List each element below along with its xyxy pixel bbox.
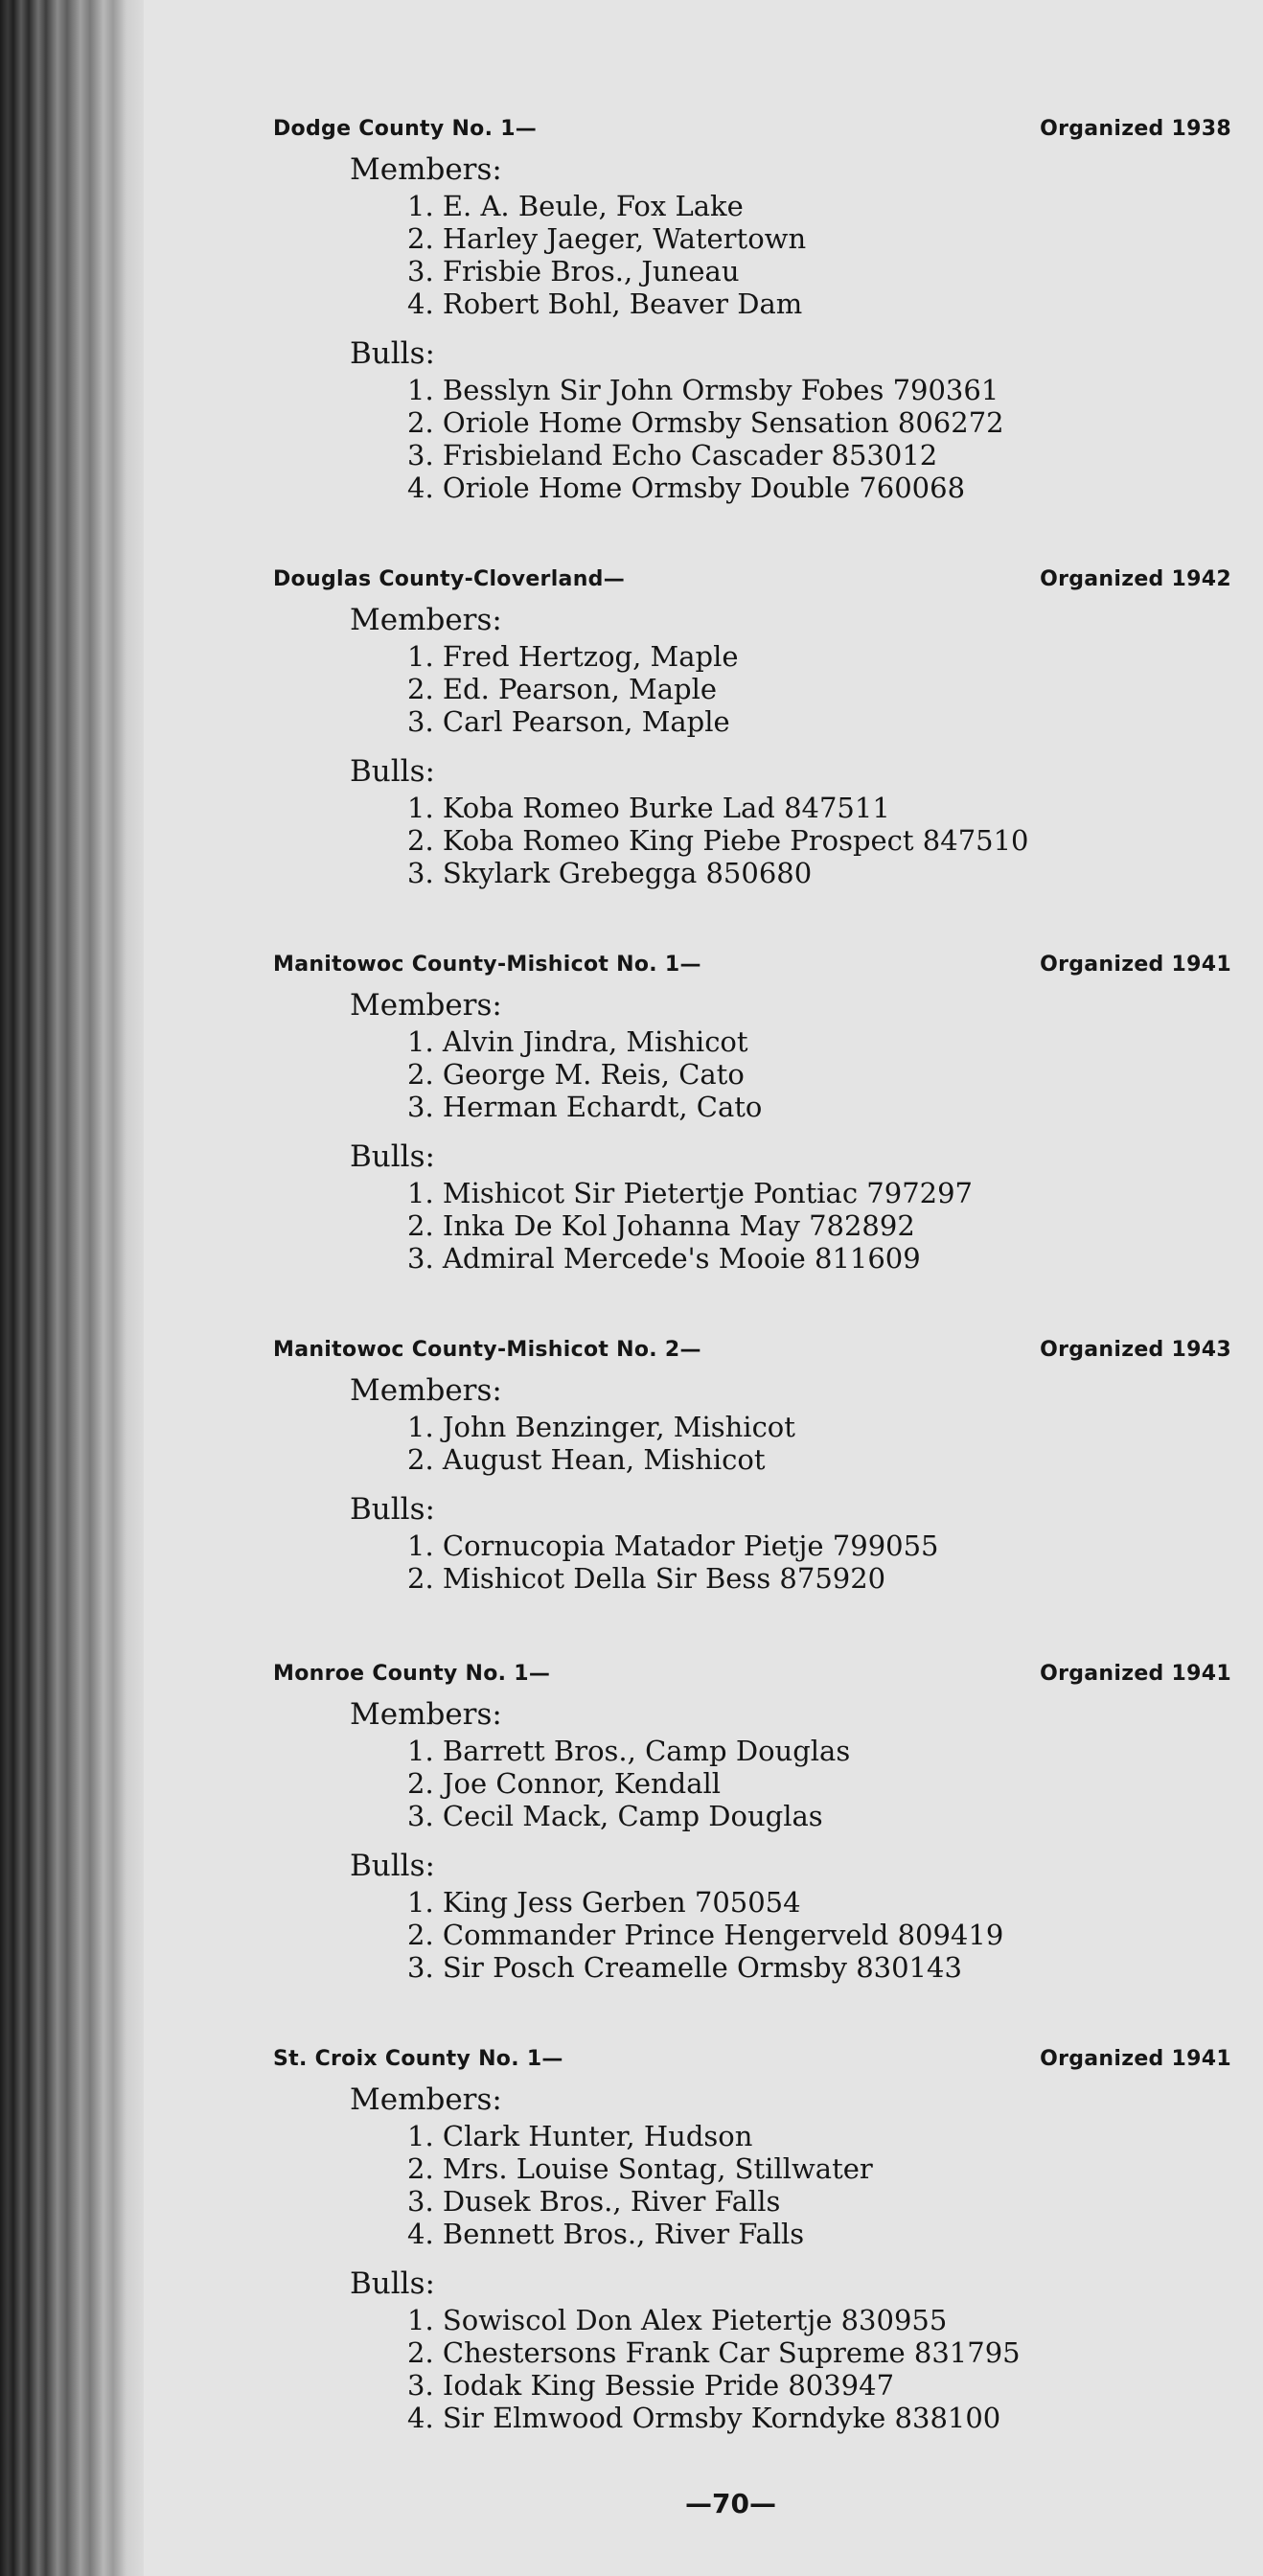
bulls-label: Bulls: bbox=[350, 336, 435, 371]
list-item: 3. Sir Posch Creamelle Ormsby 830143 bbox=[407, 1951, 962, 1984]
organized-year: Organized 1941 bbox=[1040, 2047, 1231, 2071]
list-item: 1. Koba Romeo Burke Lad 847511 bbox=[407, 792, 890, 824]
list-item: 2. Mishicot Della Sir Bess 875920 bbox=[407, 1562, 886, 1595]
members-label: Members: bbox=[350, 988, 502, 1023]
bulls-label: Bulls: bbox=[350, 2266, 435, 2301]
list-item: 1. Besslyn Sir John Ormsby Fobes 790361 bbox=[407, 374, 999, 406]
list-item: 4. Bennett Bros., River Falls bbox=[407, 2218, 805, 2250]
bulls-list bbox=[407, 374, 1231, 504]
bulls-list bbox=[407, 1530, 1231, 1595]
section-title: Manitowoc County-Mishicot No. 2— bbox=[273, 1338, 701, 1362]
section-header bbox=[273, 2047, 1231, 2080]
list-item: 3. Carl Pearson, Maple bbox=[407, 705, 730, 738]
list-item: 1. John Benzinger, Mishicot bbox=[407, 1411, 795, 1443]
section-manitowoc-mishicot-2 bbox=[273, 1338, 1231, 1595]
list-item: 1. Barrett Bros., Camp Douglas bbox=[407, 1735, 851, 1767]
bulls-label: Bulls: bbox=[350, 1849, 435, 1883]
section-header bbox=[273, 117, 1231, 150]
list-item: 2. Joe Connor, Kendall bbox=[407, 1767, 722, 1800]
section-dodge-county bbox=[273, 117, 1231, 504]
section-title: Manitowoc County-Mishicot No. 1— bbox=[273, 953, 701, 977]
list-item: 4. Robert Bohl, Beaver Dam bbox=[407, 288, 803, 320]
page-number: —70— bbox=[685, 2488, 776, 2519]
list-item: 2. Commander Prince Hengerveld 809419 bbox=[407, 1919, 1004, 1951]
organized-year: Organized 1938 bbox=[1040, 117, 1231, 141]
list-item: 3. Dusek Bros., River Falls bbox=[407, 2185, 781, 2218]
list-item: 3. Iodak King Bessie Pride 803947 bbox=[407, 2369, 895, 2402]
list-item: 1. Cornucopia Matador Pietje 799055 bbox=[407, 1530, 939, 1562]
organized-year: Organized 1943 bbox=[1040, 1338, 1231, 1362]
members-list bbox=[407, 190, 1231, 320]
section-header bbox=[273, 1662, 1231, 1694]
section-title: St. Croix County No. 1— bbox=[273, 2047, 563, 2071]
section-title: Monroe County No. 1— bbox=[273, 1662, 551, 1686]
list-item: 2. August Hean, Mishicot bbox=[407, 1443, 766, 1476]
list-item: 1. Mishicot Sir Pietertje Pontiac 797297 bbox=[407, 1177, 973, 1209]
list-item: 2. George M. Reis, Cato bbox=[407, 1058, 745, 1091]
book-binding-edge bbox=[0, 0, 144, 2576]
document-page bbox=[144, 0, 1263, 2576]
bulls-list bbox=[407, 1177, 1231, 1275]
section-header bbox=[273, 1338, 1231, 1370]
list-item: 3. Frisbieland Echo Cascader 853012 bbox=[407, 439, 938, 472]
list-item: 2. Mrs. Louise Sontag, Stillwater bbox=[407, 2152, 873, 2185]
list-item: 2. Harley Jaeger, Watertown bbox=[407, 222, 807, 255]
members-label: Members: bbox=[350, 603, 502, 637]
list-item: 2. Koba Romeo King Piebe Prospect 847510 bbox=[407, 824, 1029, 857]
organized-year: Organized 1941 bbox=[1040, 1662, 1231, 1686]
list-item: 1. Alvin Jindra, Mishicot bbox=[407, 1025, 748, 1058]
members-list bbox=[407, 2120, 1231, 2250]
list-item: 2. Inka De Kol Johanna May 782892 bbox=[407, 1209, 915, 1242]
section-header bbox=[273, 953, 1231, 985]
section-st-croix-county bbox=[273, 2047, 1231, 2434]
bulls-list bbox=[407, 2304, 1231, 2434]
bulls-list bbox=[407, 1886, 1231, 1984]
members-label: Members: bbox=[350, 1697, 502, 1732]
members-list bbox=[407, 1735, 1231, 1832]
members-label: Members: bbox=[350, 1373, 502, 1408]
list-item: 1. Clark Hunter, Hudson bbox=[407, 2120, 753, 2152]
list-item: 2. Oriole Home Ormsby Sensation 806272 bbox=[407, 406, 1004, 439]
list-item: 4. Oriole Home Ormsby Double 760068 bbox=[407, 472, 966, 504]
members-label: Members: bbox=[350, 2082, 502, 2117]
list-item: 3. Admiral Mercede's Mooie 811609 bbox=[407, 1242, 921, 1275]
organized-year: Organized 1941 bbox=[1040, 953, 1231, 977]
members-list bbox=[407, 1411, 1231, 1476]
bulls-label: Bulls: bbox=[350, 754, 435, 789]
bulls-label: Bulls: bbox=[350, 1139, 435, 1174]
list-item: 2. Chestersons Frank Car Supreme 831795 bbox=[407, 2336, 1021, 2369]
list-item: 3. Skylark Grebegga 850680 bbox=[407, 857, 813, 889]
list-item: 3. Cecil Mack, Camp Douglas bbox=[407, 1800, 823, 1832]
section-douglas-county bbox=[273, 567, 1231, 889]
members-list bbox=[407, 1025, 1231, 1123]
organized-year: Organized 1942 bbox=[1040, 567, 1231, 591]
section-title: Douglas County-Cloverland— bbox=[273, 567, 626, 591]
section-header bbox=[273, 567, 1231, 600]
list-item: 3. Herman Echardt, Cato bbox=[407, 1091, 763, 1123]
list-item: 3. Frisbie Bros., Juneau bbox=[407, 255, 740, 288]
members-label: Members: bbox=[350, 152, 502, 187]
list-item: 1. E. A. Beule, Fox Lake bbox=[407, 190, 744, 222]
bulls-list bbox=[407, 792, 1231, 889]
list-item: 2. Ed. Pearson, Maple bbox=[407, 673, 718, 705]
list-item: 1. King Jess Gerben 705054 bbox=[407, 1886, 801, 1919]
section-title: Dodge County No. 1— bbox=[273, 117, 538, 141]
list-item: 1. Fred Hertzog, Maple bbox=[407, 640, 739, 673]
list-item: 1. Sowiscol Don Alex Pietertje 830955 bbox=[407, 2304, 948, 2336]
list-item: 4. Sir Elmwood Ormsby Korndyke 838100 bbox=[407, 2402, 1001, 2434]
members-list bbox=[407, 640, 1231, 738]
bulls-label: Bulls: bbox=[350, 1492, 435, 1527]
section-monroe-county bbox=[273, 1662, 1231, 1984]
section-manitowoc-mishicot-1 bbox=[273, 953, 1231, 1275]
